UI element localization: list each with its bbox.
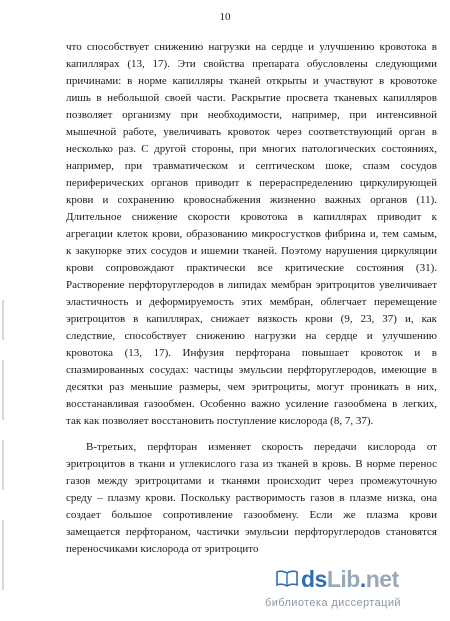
text-line: следствие, способствует снижению нагрузки на сердце и улучшению	[66, 330, 437, 342]
text-line: Длительное снижение скорости кровотока в капиллярах приводит к	[66, 211, 437, 223]
text-line: крови и сохранению кровоснабжения жизненно важных органов (11).	[66, 194, 437, 206]
text-line: к закупорке этих сосудов и ишемии тканей. Поэтому нарушения циркуляции	[66, 245, 437, 257]
text-line: кровотока (13, 17). Инфузия перфторана повышает кровоток и в	[66, 347, 437, 359]
watermark-tagline: библиотека диссертаций	[265, 597, 401, 609]
watermark-logo	[277, 566, 437, 596]
watermark-brand-lib: Lib	[326, 566, 360, 592]
text-line: что способствует снижению нагрузки на сердце и улучшению кровотока в	[66, 41, 437, 53]
text-line: крови сопровождают практически все критические состояния (31).	[66, 262, 437, 274]
text-line: эластичность и деформируемость этих мембран, облегчает перемещение	[66, 296, 437, 308]
text-line: Растворение перфторуглеродов в липидах мембран эритроцитов увеличивает	[66, 279, 437, 291]
watermark-brand-ds: ds	[301, 566, 327, 592]
text-line: восстанавливая газообмен. Особенно важно усиление газообмена в легких,	[66, 398, 437, 410]
text-line: позволяет организму при необходимости, например, при интенсивной	[66, 109, 437, 121]
text-line: спазмированных сосудах: частицы эмульсии перфторуглеродов, имеющие в	[66, 364, 437, 376]
text-line: эритроцитов в ткани и углекислого газа из тканей в кровь. В норме перенос	[66, 458, 437, 470]
text-line: причинами: в норме капилляры тканей открыты и участвуют в кровотоке	[66, 75, 437, 87]
watermark-brand-dot: .	[359, 566, 366, 592]
text-line: переносчиками кислорода от эритроцито	[66, 543, 259, 555]
open-book-icon	[275, 568, 299, 588]
text-line: среду – плазму крови. Поскольку растворимость газов в плазме низка, она	[66, 492, 437, 504]
text-line: замещается перфтораном, частички эмульсии перфторуглеродов становятся	[66, 526, 437, 538]
text-line: газов между эритроцитами и тканями происходит через промежуточную	[66, 475, 437, 487]
text-line: периферических органов приводит к перераспределению циркулирующей	[66, 177, 437, 189]
text-line: В-третьих, перфторан изменяет скорость передачи кислорода от	[86, 441, 437, 453]
text-line: так как позволяет восстановить поступление кислорода (8, 7, 37).	[66, 415, 374, 427]
scan-edge-marks	[2, 0, 4, 621]
dslib-watermark	[265, 566, 445, 614]
text-line: создает большое сопротивление газообмену. Если же плазма крови	[66, 509, 437, 521]
watermark-brand-net: net	[365, 566, 399, 592]
text-line: несколько раз. С другой стороны, при многих патологических состояниях,	[66, 143, 437, 155]
page-number: 10	[219, 11, 231, 23]
text-line: мышечной работе, увеличивать кровоток через соответствующий орган в	[66, 126, 437, 138]
text-line: лишь в небольшой своей части. Раскрытие просвета тканевых капилляров	[66, 92, 437, 104]
text-line: например, при травматическом и септическом шоке, спазм сосудов	[66, 160, 437, 172]
text-line: десятки раз меньшие размеры, чем эритроциты, могут проникать в них,	[66, 381, 437, 393]
text-line: агрегации клеток крови, образованию микросгустков фибрина и, тем самым,	[66, 228, 437, 240]
text-line: капиллярах (13, 17). Эти свойства препарата обусловлены следующими	[66, 58, 437, 70]
text-line: эритроцитов в капиллярах, снижает вязкость крови (9, 23, 37) и, как	[66, 313, 437, 325]
